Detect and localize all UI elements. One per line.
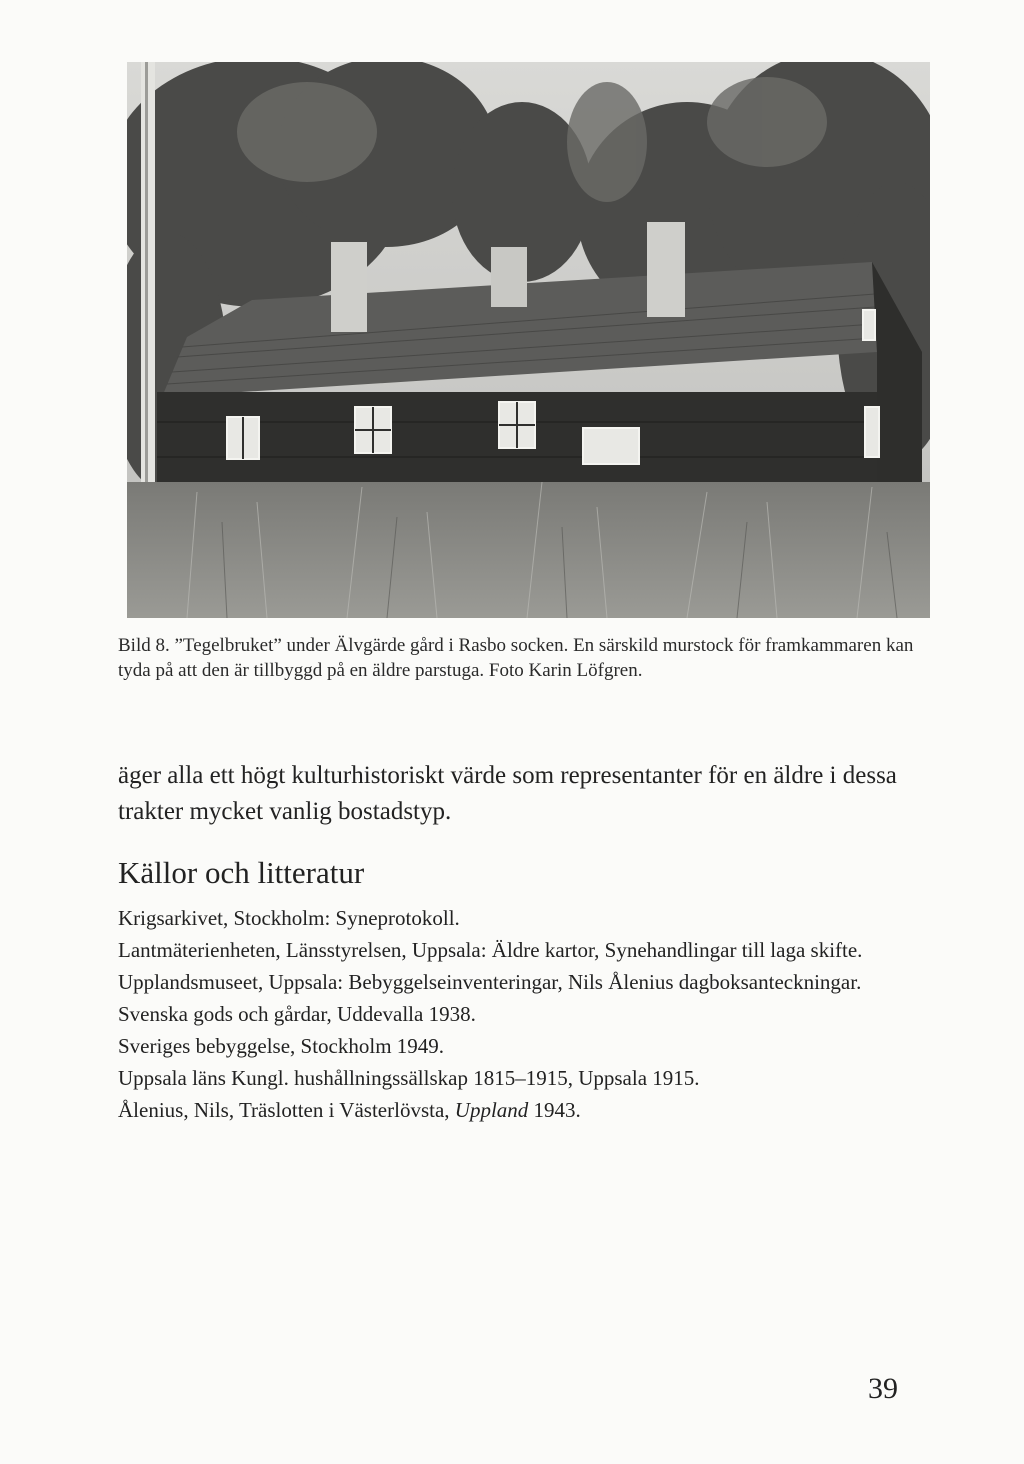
reference-item [118, 1095, 938, 1125]
reference-item: Sveriges bebyggelse, Stockholm 1949. [118, 1034, 445, 1058]
house-photo-illustration [127, 62, 930, 618]
reference-item: Svenska gods och gårdar, Uddevalla 1938. [118, 1002, 476, 1026]
reference-item: Upplandsmuseet, Uppsala: Bebyggelseinventeringar, Nils Ålenius dagboksanteckningar. [118, 970, 862, 994]
body-paragraph: äger alla ett högt kulturhistoriskt värde som representanter för en äldre i dessa trakter mycket vanlig bostadstyp. [118, 762, 897, 825]
photo-caption: Bild 8. ”Tegelbruket” under Älvgärde gård i Rasbo socken. En särskild murstock för framkammaren kan tyda på att den är tillbyggd på en äldre parstuga. Foto Karin Löfgren. [118, 635, 914, 681]
reference-item: Lantmäterienheten, Länsstyrelsen, Uppsala: Äldre kartor, Synehandlingar till laga skifte. [118, 938, 863, 962]
reference-text: 1943. [528, 1098, 581, 1122]
reference-italic-title: Uppland [454, 1098, 529, 1122]
reference-item: Uppsala läns Kungl. hushållningssällskap 1815–1915, Uppsala 1915. [118, 1066, 700, 1090]
photograph [127, 62, 930, 618]
reference-text: Ålenius, Nils, Träslotten i Västerlövsta, [118, 1098, 455, 1122]
section-heading: Källor och litteratur [118, 855, 365, 890]
page-number: 39 [868, 1372, 898, 1405]
reference-list [118, 903, 938, 1127]
reference-item: Krigsarkivet, Stockholm: Syneprotokoll. [118, 906, 460, 930]
